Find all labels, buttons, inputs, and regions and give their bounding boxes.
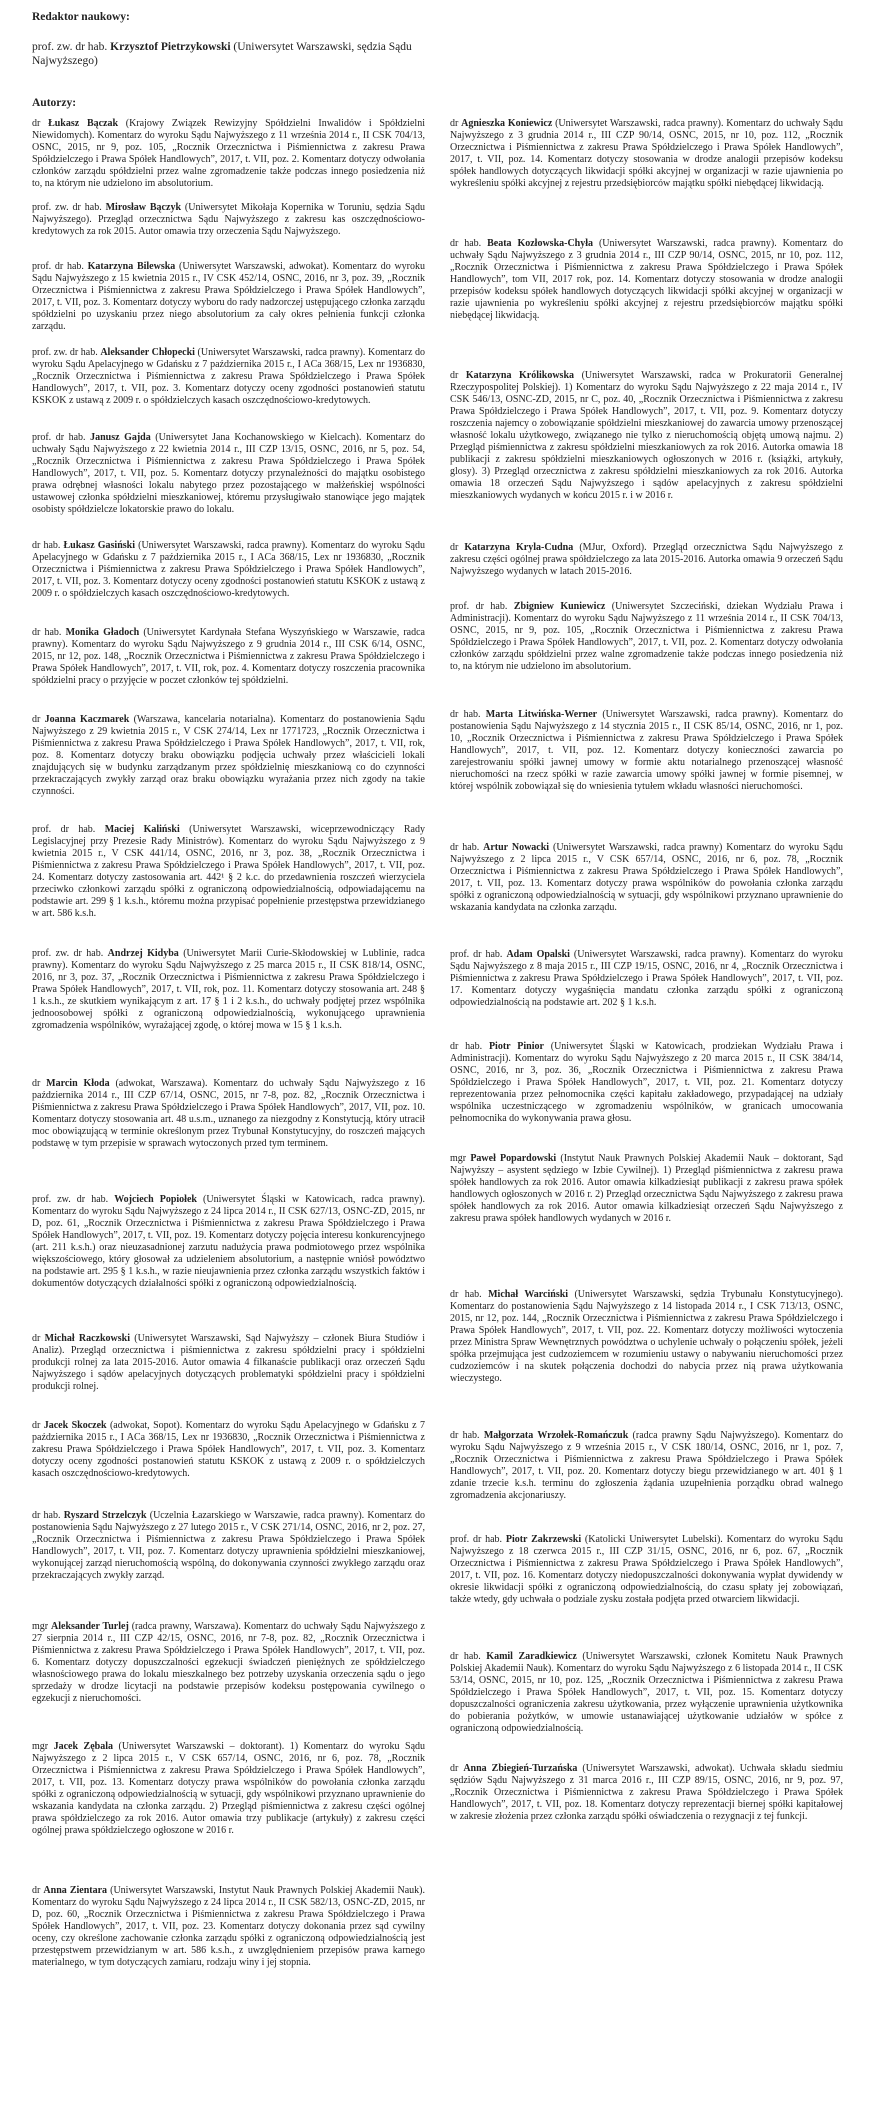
author-name: Anna Zbiegień-Turzańska (463, 1763, 578, 1774)
author-name: Andrzej Kidyba (107, 948, 179, 959)
author-entry: dr Katarzyna Kryla-Cudna (MJur, Oxford). Przegląd orzecznictwa Sądu Najwyższego z zakresu części ogólnej prawa spółdzielczego za lata 2015-2016. Autorka omawia 9 orzeczeń Sądu Najwyższego wydanych w latach 2015-2016. (450, 542, 843, 577)
author-entry: dr Agnieszka Koniewicz (Uniwersytet Warszawski, radca prawny). Komentarz do uchwały Sądu Najwyższego z 3 grudnia 2014 r., III CZP 90/14, OSNC, 2015, nr 10, poz. 112, „Rocznik Orzecznictwa i Piśmiennictwa z zakresu Prawa Spółdzielczego i Prawa Spółek Handlowych”, 2017, t. VII, poz. 14. Komentarz dotyczy stosowania w drodze analogii przepisów kodeksu spółek handlowych dotyczących likwidacji spółki akcyjnej w organizacji w razie ujawnienia po wykreśleniu spółki akcyjnej z rejestru przedsiębiorców majątku spółki niebędącej likwidacją. (450, 118, 843, 189)
author-name: Wojciech Popiołek (114, 1194, 197, 1205)
author-entry: dr hab. Marta Litwińska-Werner (Uniwersytet Warszawski, radca prawny). Komentarz do postanowienia Sądu Najwyższego z 14 stycznia 2015 r., II CSK 85/14, OSNC, 2016, nr 1, poz. 10, „Rocznik Orzecznictwa i Piśmiennictwa z zakresu Prawa Spółdzielczego i Prawa Spółek Handlowych”, 2017, t. VII, poz. 12. Komentarz dotyczy konieczności zawarcia po zarejestrowaniu spółki jawnej umowy w formie aktu notarialnego przenoszącej własność nieruchomości na rzecz spółki w razie zawarcia umowy spółki jawnej w formie pisemnej, w której wspólnik zobowiązał się do wniesienia tytułem wkładu własności nieruchomości. (450, 709, 844, 792)
author-entry: prof. zw. dr hab. Wojciech Popiołek (Uniwersytet Śląski w Katowicach, radca prawny). Komentarz do wyroku Sądu Najwyższego z 24 lipca 2014 r., II CSK 627/13, OSNC-ZD, 2015, nr D, poz. 61, „Rocznik Orzecznictwa i Piśmiennictwa z zakresu Prawa Spółdzielczego i Prawa Spółek Handlowych”, 2017, t. VII, poz. 19. Komentarz dotyczy pojęcia interesu konkurencyjnego (art. 211 k.s.h.) oraz nieuzasadnionej zarzutu nadużycia prawa podmiotowego przez wspólnika większościowego, który głosował za udzieleniem absolutorium, a następnie wniósł powództwo na podstawie art. 295 § 1 k.s.h., w razie nieujawnienia przez członka zarządu wszystkich faktów i dokumentów dotyczących działalności spółki z ograniczoną odpowiedzialnością. (32, 1194, 425, 1289)
author-name: Artur Nowacki (483, 842, 550, 853)
author-name: Maciej Kaliński (104, 824, 180, 835)
author-name: Paweł Popardowski (470, 1153, 557, 1164)
author-name: Anna Zientara (43, 1885, 108, 1896)
author-name: Katarzyna Kryla-Cudna (464, 542, 574, 553)
author-name: Mirosław Bączyk (105, 202, 182, 213)
author-entry: dr Łukasz Bączak (Krajowy Związek Rewizyjny Spółdzielni Inwalidów i Spółdzielni Niewidomych). Komentarz do wyroku Sądu Najwyższego z 11 września 2014 r., II CSK 704/13, OSNC, 2015, nr 9, poz. 105, „Rocznik Orzecznictwa i Piśmiennictwa z zakresu Prawa Spółdzielczego i Prawa Spółek Handlowych”, 2017, t. VII, poz. 2. Komentarz dotyczy odwołania członków zarządu spółdzielni przez walne zgromadzenie także podczas innego posiedzenia niż to, na którym nie udzielono im absolutorium. (32, 118, 425, 189)
author-entry: prof. zw. dr hab. Andrzej Kidyba (Uniwersytet Marii Curie-Skłodowskiej w Lublinie, radca prawny). Komentarz do wyroku Sądu Najwyższego z 25 marca 2015 r., II CSK 818/14, OSNC, 2016, nr 3, poz. 37, „Rocznik Orzecznictwa i Piśmiennictwa z zakresu Prawa Spółdzielczego i Prawa Spółek Handlowych”, 2017, t. VII, rok, poz. 11. Komentarz dotyczy stosowania art. 248 § 1 k.s.h., ze skutkiem wynikającym z art. 17 § 1 i 2 k.s.h., do uchwały podjętej przez wspólnika jednoosobowej spółki z ograniczoną odpowiedzialnością, wykonującego uprawnienia zgromadzenia wspólników, wyrażającej zgodę, o której mowa w 15 § 1 k.s.h. (32, 948, 425, 1031)
author-entry: dr Marcin Kłoda (adwokat, Warszawa). Komentarz do uchwały Sądu Najwyższego z 16 października 2014 r., III CZP 67/14, OSNC, 2015, nr 7-8, poz. 82, „Rocznik Orzecznictwa i Piśmiennictwa z zakresu Prawa Spółdzielczego i Prawa Spółek Handlowych”, 2017, VII, poz. 10. Komentarz dotyczy stosowania art. 48 u.s.m., uznanego za niezgodny z Konstytucją, który utracił moc obowiązującą w terminie określonym przez Trybunał Konstytucyjny, do roszczeń mających podstawę w tym przepisie w sprawach wytoczonych przed tym terminem. (32, 1078, 425, 1149)
author-name: Marcin Kłoda (46, 1078, 110, 1089)
author-name: Marta Litwińska-Werner (485, 709, 598, 720)
author-entry: dr hab. Piotr Pinior (Uniwersytet Śląski w Katowicach, prodziekan Wydziału Prawa i Administracji). Komentarz do wyroku Sądu Najwyższego z 20 marca 2015 r., II CSK 384/14, OSNC, 2016, nr 3, poz. 36, „Rocznik Orzecznictwa i Piśmiennictwa z zakresu Prawa Spółdzielczego i Prawa Spółek Handlowych”, 2017, t. VII, poz. 21. Komentarz dotyczy reprezentowania przez pełnomocnika części kapitału zakładowego, przypadającej na udziały wspólnika uczestniczącego w zgromadzeniu wspólników, w granicach umocowania pełnomocnika do wykonywania prawa głosu. (450, 1041, 843, 1124)
author-name: Ryszard Strzelczyk (63, 1510, 147, 1521)
author-entry: dr hab. Kamil Zaradkiewicz (Uniwersytet Warszawski, członek Komitetu Nauk Prawnych Polskiej Akademii Nauk). Komentarz do wyroku Sądu Najwyższego z 6 listopada 2014 r., II CSK 53/14, OSNC, 2015, nr 10, poz. 125, „Rocznik Orzecznictwa i Piśmiennictwa z zakresu Prawa Spółdzielczego i Prawa Spółek Handlowych”, 2017, t. VII, poz. 15. Komentarz dotyczy dopuszczalności ograniczenia zakresu użytkowania, przez wyłączenie uprawnienia użytkownika do pobierania pożytków, w umowie ustanawiającej użytkowanie udziałów w spółce z ograniczoną odpowiedzialnością. (450, 1651, 843, 1734)
author-name: Małgorzata Wrzołek-Romańczuk (483, 1430, 629, 1441)
author-name: Michał Raczkowski (44, 1333, 131, 1344)
author-entry: prof. dr hab. Piotr Zakrzewski (Katolicki Uniwersytet Lubelski). Komentarz do wyroku Sądu Najwyższego z 18 czerwca 2015 r., III CZP 31/15, OSNC, 2016, nr 6, poz. 67, „Rocznik Orzecznictwa i Piśmiennictwa z zakresu Prawa Spółdzielczego i Prawa Spółek Handlowych”, 2017, t. VII, poz. 16. Komentarz dotyczy niedopuszczalności dokonywania wypłat dywidendy w okresie likwidacji spółki z ograniczoną odpowiedzialnością, do czasu spłaty jej zobowiązań, także wtedy, gdy uchwała o podziale zysku została podjęta przed otwarciem likwidacji. (450, 1534, 843, 1605)
author-name: Zbigniew Kuniewicz (513, 601, 606, 612)
author-entry: dr Anna Zientara (Uniwersytet Warszawski, Instytut Nauk Prawnych Polskiej Akademii Nauk). Komentarz do wyroku Sądu Najwyższego z 24 lipca 2014 r., II CSK 582/13, OSNC-ZD, 2015, nr D, poz. 60, „Rocznik Orzecznictwa i Piśmiennictwa z zakresu Prawa Spółdzielczego i Prawa Spółek Handlowych”, 2017, t. VII, poz. 23. Komentarz dotyczy dokonania przez sąd cywilny oceny, czy określone zachowanie członka zarządu spółki z ograniczoną odpowiedzialnością jest przestępstwem przewidzianym w art. 586 k.s.h., z uwzględnieniem przepisów prawa karnego materialnego, w tym dotyczących zamiaru, rodzaju winy i jej stopnia. (32, 1885, 425, 1968)
author-entry: dr Katarzyna Królikowska (Uniwersytet Warszawski, radca w Prokuratorii Generalnej Rzeczypospolitej Polskiej). 1) Komentarz do wyroku Sądu Najwyższego z 22 maja 2014 r., IV CSK 546/13, OSNC-ZD, 2015, nr C, poz. 40, „Rocznik Orzecznictwa i Piśmiennictwa z zakresu Prawa Spółdzielczego i Prawa Spółek Handlowych”, 2017, t. VII, poz. 9. Komentarz dotyczy roszczenia najemcy o zobowiązanie spółdzielni mieszkaniowej do zawarcia umowy przenoszącej własność lokalu użytkowego, związanego nie tylko z nieruchomością objętą umową najmu. 2) Przegląd piśmiennictwa z zakresu spółdzielni mieszkaniowych za rok 2016. Autorka omawia 18 publikacji z zakresu spółdzielni mieszkaniowych ogłoszonych w 2016 r. (książki, artykuły, glosy). 3) Przegląd orzecznictwa z zakresu spółdzielni mieszkaniowych za rok 2016. Autorka omawia 18 orzeczeń Sądu Najwyższego i sądów apelacyjnych z zakresu spółdzielni mieszkaniowych wydanych w końcu 2015 r. i w 2016 r. (450, 370, 843, 501)
author-entry: prof. dr hab. Zbigniew Kuniewicz (Uniwersytet Szczeciński, dziekan Wydziału Prawa i Administracji). Komentarz do wyroku Sądu Najwyższego z 11 września 2014 r., II CSK 704/13, OSNC, 2015, nr 9, poz. 105, „Rocznik Orzecznictwa i Piśmiennictwa z zakresu Prawa Spółdzielczego i Prawa Spółek Handlowych”, 2017, t. VII, poz. 2. Komentarz dotyczy odwołania członków zarządu spółdzielni przez walne zgromadzenie także podczas innego posiedzenia niż to, na którym nie udzielono im absolutorium. (450, 601, 843, 672)
author-name: Łukasz Gasiński (63, 540, 135, 551)
author-name: Aleksander Turlej (51, 1621, 129, 1632)
author-entry: prof. dr hab. Maciej Kaliński (Uniwersytet Warszawski, wiceprzewodniczący Rady Legislacyjnej przy Prezesie Rady Ministrów). Komentarz do wyroku Sądu Najwyższego z 9 kwietnia 2015 r., V CSK 441/14, OSNC, 2016, nr 3, poz. 38, „Rocznik Orzecznictwa i Piśmiennictwa z zakresu Prawa Spółdzielczego i Prawa Spółek Handlowych”, 2017, t. VII, poz. 24. Komentarz dotyczy zastosowania art. 442¹ § 2 k.c. do przedawnienia roszczeń wierzyciela przeciwko członkowi zarządu spółki z ograniczoną odpowiedzialnością, odpowiadającemu na podstawie art. 299 § 1 k.s.h., któremu można przypisać popełnienie przestępstwa przewidzianego w art. 586 k.s.h. (32, 824, 425, 919)
author-entry: prof. zw. dr hab. Mirosław Bączyk (Uniwersytet Mikołaja Kopernika w Toruniu, sędzia Sądu Najwyższego). Przegląd orzecznictwa Sądu Najwyższego z zakresu kas oszczędnościowo-kredytowych za rok 2015. Autor omawia trzy orzeczenia Sądu Najwyższego. (32, 202, 425, 237)
author-entry: dr hab. Artur Nowacki (Uniwersytet Warszawski, radca prawny) Komentarz do wyroku Sądu Najwyższego z 2 lipca 2015 r., V CSK 657/14, OSNC, 2016, nr 6, poz. 78, „Rocznik Orzecznictwa i Piśmiennictwa z zakresu Prawa Spółdzielczego i Prawa Spółek Handlowych”, 2017, t. VII, poz. 13. Komentarz dotyczy prawa wspólników do powołania członka zarządu spółki z ograniczoną odpowiedzialnością w sytuacji, gdy wspólnikowi przyznano uprawnienie do wskazania kandydata na członka zarządu. (450, 842, 843, 913)
author-entry: dr hab. Beata Kozłowska-Chyła (Uniwersytet Warszawski, radca prawny). Komentarz do uchwały Sądu Najwyższego z 3 grudnia 2014 r., III CZP 90/14, OSNC, 2015, nr 10, poz. 112, „Rocznik Orzecznictwa i Piśmiennictwa z zakresu Prawa Spółdzielczego i Prawa Spółek Handlowych”, tom VII, 2017 rok, poz. 14. Komentarz dotyczy stosowania w drodze analogii przepisów kodeksu spółek handlowych dotyczących likwidacji spółki akcyjnej w organizacji w razie ujawnienia po wykreśleniu spółki akcyjnej z rejestru przedsiębiorców majątku spółki niebędącej likwidacją. (450, 238, 844, 321)
editor-title: prof. zw. dr hab. (32, 41, 111, 53)
author-entry: prof. zw. dr hab. Aleksander Chłopecki (Uniwersytet Warszawski, radca prawny). Komentarz do wyroku Sądu Apelacyjnego w Gdańsku z 7 października 2015 r., I ACa 368/15, Lex nr 1936830, „Rocznik Orzecznictwa i Piśmiennictwa z zakresu Prawa Spółdzielczego i Prawa Spółek Handlowych”, 2017, t. VII, poz. 3. Komentarz dotyczy oceny zgodności postanowień statutu KSKOK z ustawą z 2009 r. o spółdzielczych kasach oszczędnościowo-kredytowych. (32, 347, 425, 406)
editor-heading: Redaktor naukowy: (32, 11, 130, 23)
author-entry: dr hab. Ryszard Strzelczyk (Uczelnia Łazarskiego w Warszawie, radca prawny). Komentarz do postanowienia Sądu Najwyższego z 27 lutego 2015 r., V CSK 271/14, OSNC, 2016, nr 2, poz. 27, „Rocznik Orzecznictwa i Piśmiennictwa z zakresu Prawa Spółdzielczego i Prawa Spółek Handlowych”, 2017, t. VII, poz. 7. Komentarz dotyczy uprawnienia spółdzielni mieszkaniowej, wykonującej zarząd nieruchomością wspólną, do dokonywania czynności zwykłego zarządu oraz przekraczających zwykły zarząd. (32, 1510, 425, 1581)
author-name: Katarzyna Królikowska (465, 370, 575, 381)
author-entry: dr Michał Raczkowski (Uniwersytet Warszawski, Sąd Najwyższy – członek Biura Studiów i Analiz). Przegląd orzecznictwa i piśmiennictwa z zakresu spółdzielni pracy i spółdzielni produkcji rolnej za lata 2015-2016. Autor omawia 4 filkanaście publikacji oraz orzeczeń Sądu Najwyższego i sądów apelacyjnych dotyczących problematyki spółdzielni pracy i spółdzielni produkcji rolnej. (32, 1333, 425, 1392)
author-entry: dr hab. Małgorzata Wrzołek-Romańczuk (radca prawny Sądu Najwyższego). Komentarz do wyroku Sądu Najwyższego z 9 września 2015 r., V CSK 180/14, OSNC, 2016, nr 1, poz. 7, „Rocznik Orzecznictwa i Piśmiennictwa z zakresu Prawa Spółdzielczego i Prawa Spółek Handlowych”, 2017, t. VII, poz. 20. Komentarz dotyczy biegu przewidzianego w art. 401 § 1 zdanie trzecie k.s.h. terminu do zgłoszenia żądania uzupełnienia porządku obrad walnego zgromadzenia akcjonariuszy. (450, 1430, 843, 1501)
author-name: Jacek Skoczek (43, 1420, 107, 1431)
author-entry: dr hab. Michał Warciński (Uniwersytet Warszawski, sędzia Trybunału Konstytucyjnego). Komentarz do postanowienia Sądu Najwyższego z 14 listopada 2014 r., I CSK 713/13, OSNC, 2015, nr 12, poz. 144, „Rocznik Orzecznictwa i Piśmiennictwa z zakresu Prawa Spółdzielczego i Prawa Spółek Handlowych”, 2017, t. VII, poz. 22. Komentarz dotyczy możliwości wytoczenia przez Ministra Spraw Wewnętrznych powództwa o uchylenie uchwały o połączeniu spółek, jeżeli spółka przejmująca jest cudzoziemcem w rozumieniu ustawy o nabywaniu nieruchomości przez cudzoziemców i na skutek połączenia dochodzi do nabycia przez nią prawa użytkowania wieczystego. (450, 1289, 843, 1384)
author-name: Monika Gładoch (65, 627, 140, 638)
author-name: Beata Kozłowska-Chyła (487, 238, 594, 249)
editor-name: Krzysztof Pietrzykowski (110, 41, 231, 53)
author-entry: dr Jacek Skoczek (adwokat, Sopot). Komentarz do wyroku Sądu Apelacyjnego w Gdańsku z 7 października 2015 r., I ACa 368/15, Lex nr 1936830, „Rocznik Orzecznictwa i Piśmiennictwa z zakresu Prawa Spółdzielczego i Prawa Spółek Handlowych”, 2017, t. VII, poz. 3. Komentarz dotyczy oceny zgodności postanowień statutu KSKOK z ustawą z 2009 r. o spółdzielczych kasach oszczędnościowo-kredytowych. (32, 1420, 425, 1479)
editor-affiliation: (Uniwersytet Warszawski, sędzia Sądu Najwyższego) (32, 41, 412, 67)
author-entry: dr hab. Monika Gładoch (Uniwersytet Kardynała Stefana Wyszyńskiego w Warszawie, radca prawny). Komentarz do wyroku Sądu Najwyższego z 9 grudnia 2014 r., III CSK 6/14, OSNC, 2015, nr 12, poz. 148, „Rocznik Orzecznictwa i Piśmiennictwa z zakresu Prawa Spółdzielczego i Prawa Spółek Handlowych”, 2017, t. VII, rok, poz. 4. Komentarz dotyczy roszczenia pracownika spółdzielni pracy o przyjęcie w poczet członków tej spółdzielni. (32, 627, 425, 686)
author-name: Katarzyna Bilewska (87, 261, 176, 272)
author-entry: mgr Jacek Zębala (Uniwersytet Warszawski – doktorant). 1) Komentarz do wyroku Sądu Najwyższego z 2 lipca 2015 r., V CSK 657/14, OSNC, 2016, nr 6, poz. 78, „Rocznik Orzecznictwa i Piśmiennictwa z zakresu Prawa Spółdzielczego i Prawa Spółek Handlowych”, 2017, t. VII, poz. 13. Komentarz dotyczy prawa wspólników do powołania członka zarządu spółki z ograniczoną odpowiedzialnością w sytuacji, gdy wspólnikowi przyznano uprawnienie do wskazania kandydata na członka zarządu. 2) Przegląd piśmiennictwa z zakresu części ogólnej prawa spółdzielczego za rok 2016. Autor omawia trzy publikacje (artykuły) z zakresu części ogólnej prawa spółdzielczego ogłoszone w 2016 r. (32, 1741, 426, 1836)
author-name: Agnieszka Koniewicz (461, 118, 553, 129)
author-name: Aleksander Chłopecki (100, 347, 195, 358)
author-name: Janusz Gajda (90, 432, 151, 443)
author-name: Kamil Zaradkiewicz (486, 1651, 577, 1662)
authors-heading: Autorzy: (32, 97, 77, 109)
author-name: Piotr Zakrzewski (505, 1534, 582, 1545)
author-name: Michał Warciński (488, 1289, 569, 1300)
author-entry: mgr Aleksander Turlej (radca prawny, Warszawa). Komentarz do uchwały Sądu Najwyższego z 27 sierpnia 2014 r., III CZP 42/15, OSNC, 2016, nr 7-8, poz. 82, „Rocznik Orzecznictwa i Piśmiennictwa z zakresu Prawa Spółdzielczego i Prawa Spółek Handlowych”, 2017, t. VII, poz. 6. Komentarz dotyczy dopuszczalności egzekucji świadczeń pieniężnych ze spółdzielczego własnościowego prawa do lokalu mieszkalnego bez potrzeby uzyskania orzeczenia sądu o jego sprzedaży w drodze licytacji na podstawie przepisów kodeksu postępowania cywilnego o egzekucji z nieruchomości. (32, 1621, 425, 1704)
author-name: Adam Opalski (506, 949, 570, 960)
author-name: Piotr Pinior (488, 1041, 544, 1052)
author-name: Łukasz Bączak (48, 118, 119, 129)
author-entry: dr Anna Zbiegień-Turzańska (Uniwersytet Warszawski, adwokat). Uchwała składu siedmiu sędziów Sądu Najwyższego z 31 marca 2016 r., III CZP 89/15, OSNC, 2016, nr 9, poz. 97, „Rocznik Orzecznictwa i Piśmiennictwa z zakresu Prawa Spółdzielczego i Prawa Spółek Handlowych”, 2017, t. VII, poz. 18. Komentarz dotyczy reprezentacji biernej spółki kapitałowej w zakresie złożenia przez członka zarządu spółki oświadczenia o rezygnacji z tej funkcji. (450, 1763, 843, 1822)
author-entry: prof. dr hab. Janusz Gajda (Uniwersytet Jana Kochanowskiego w Kielcach). Komentarz do uchwały Sądu Najwyższego z 22 kwietnia 2014 r., III CZP 13/15, OSNC, 2016, nr 5, poz. 54, „Rocznik Orzecznictwa i Piśmiennictwa z zakresu Prawa Spółdzielczego i Prawa Spółek Handlowych”, 2017, t. VII, poz. 5. Komentarz dotyczy przynależności do majątku osobistego prawa odrębnej własności lokalu nabytego przez pozostającego w małżeńskiej wspólności ustawowej członka spółdzielni mieszkaniowej, któremu przysługiwało stanowiące jego majątek osobisty spółdzielcze lokatorskie prawo do lokalu. (32, 432, 425, 515)
author-entry: mgr Paweł Popardowski (Instytut Nauk Prawnych Polskiej Akademii Nauk – doktorant, Sąd Najwyższy – asystent sędziego w Izbie Cywilnej). 1) Przegląd piśmiennictwa z zakresu prawa spółek handlowych za rok 2016. Autor omawia kilkadziesiąt publikacji z zakresu prawa spółek handlowych ogłoszonych w 2016 r. 2) Przegląd orzecznictwa Sądu Najwyższego z zakresu prawa spółek handlowych za rok 2016. Autor omawia kilkadziesiąt orzeczeń Sądu Najwyższego z zakresu prawa spółek handlowych wydanych w 2016 r. (450, 1153, 844, 1224)
editor-entry (32, 40, 460, 68)
author-entry: prof. dr hab. Adam Opalski (Uniwersytet Warszawski, radca prawny). Komentarz do wyroku Sądu Najwyższego z 8 maja 2015 r., III CZP 19/15, OSNC, 2016, nr 4, „Rocznik Orzecznictwa i Piśmiennictwa z zakresu Prawa Spółdzielczego i Prawa Spółek Handlowych”, 2017, t. VII, poz. 17. Komentarz dotyczy wygaśnięcia mandatu członka zarządu spółki z ograniczoną odpowiedzialnością na podstawie art. 202 § 1 k.s.h. (450, 949, 843, 1008)
author-entry: prof. dr hab. Katarzyna Bilewska (Uniwersytet Warszawski, adwokat). Komentarz do wyroku Sądu Najwyższego z 15 kwietnia 2015 r., IV CSK 452/14, OSNC, 2016, nr 3, poz. 39, „Rocznik Orzecznictwa i Piśmiennictwa z zakresu Prawa Spółdzielczego i Prawa Spółek Handlowych”, 2017, t. VII, poz. 3. Komentarz dotyczy wyboru do rady nadzorczej ustępującego członka zarządu spółdzielni po uzyskaniu przez niego absolutorium za cały okres pełnienia funkcji członka zarządu. (32, 261, 426, 332)
author-name: Joanna Kaczmarek (44, 714, 130, 725)
author-entry: dr hab. Łukasz Gasiński (Uniwersytet Warszawski, radca prawny). Komentarz do wyroku Sądu Apelacyjnego w Gdańsku z 7 października 2015 r., I ACa 368/15, Lex nr 1936830, „Rocznik Orzecznictwa i Piśmiennictwa z zakresu Prawa Spółdzielczego i Prawa Spółek Handlowych”, 2017, t. VII, poz. 3. Komentarz dotyczy oceny zgodności postanowień statutu KSKOK z ustawą z 2009 r. o spółdzielczych kasach oszczędnościowo-kredytowych. (32, 540, 425, 599)
author-name: Jacek Zębala (53, 1741, 113, 1752)
author-entry: dr Joanna Kaczmarek (Warszawa, kancelaria notarialna). Komentarz do postanowienia Sądu Najwyższego z 29 kwietnia 2015 r., V CSK 274/14, Lex nr 1771723, „Rocznik Orzecznictwa i Piśmiennictwa z zakresu Prawa Spółdzielczego i Prawa Spółek Handlowych”, 2017, t. VII, rok, poz. 8. Komentarz dotyczy braku obowiązku podjęcia uchwały przez właścicieli lokali znajdujących się w budynku zarządzanym przez spółdzielnię mieszkaniową co do czynności przekraczających zwykły zarząd oraz braku obowiązku wyrażania przez nich zgody na takie czynności. (32, 714, 425, 797)
